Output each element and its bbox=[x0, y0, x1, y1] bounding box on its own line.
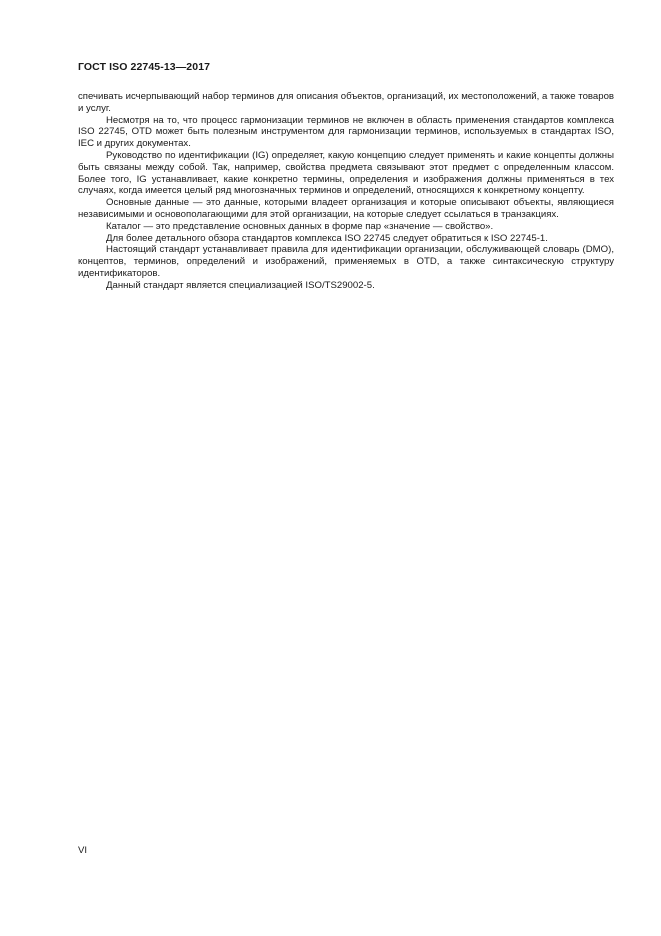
paragraph: Настоящий стандарт устанавливает правила для идентификации организации, обслуживающей словарь (DMO), концептов, терминов, определений и изображений, применяемых в OTD, а также синтаксическую структуру идентификаторов. bbox=[78, 244, 614, 279]
paragraph: Руководство по идентификации (IG) определяет, какую концепцию следует применять и какие концепты должны быть связаны между собой. Так, например, свойства предмета связывают этот предмет с определенным классом. Более того, IG устанавливает, какие конкретно термины, определения и изображения должны применяться в тех случаях, когда имеется целый ряд многозначных терминов и определений, относящихся к конкретному концепту. bbox=[78, 149, 614, 197]
document-body bbox=[78, 91, 614, 292]
paragraph: Несмотря на то, что процесс гармонизации терминов не включен в область применения стандартов комплекса ISO 22745, OTD может быть полезным инструментом для гармонизации терминов, используемых в стандартах ISO, IEC и других документах. bbox=[78, 114, 614, 150]
paragraph: Для более детального обзора стандартов комплекса ISO 22745 следует обратиться к ISO 22745-1. bbox=[106, 232, 548, 244]
paragraph: спечивать исчерпывающий набор терминов для описания объектов, организаций, их местоположений, а также товаров и услуг. bbox=[78, 91, 614, 114]
document-header: ГОСТ ISO 22745-13—2017 bbox=[78, 61, 211, 73]
paragraph: Каталог — это представление основных данных в форме пар «значение — свойство». bbox=[106, 220, 494, 232]
paragraph: Основные данные — это данные, которыми владеет организация и которые описывают объекты, являющиеся независимыми и основополагающими для этой организации, на которые следует ссылаться в транзакциях. bbox=[78, 197, 614, 220]
page-number: VI bbox=[78, 845, 88, 856]
paragraph: Данный стандарт является специализацией ISO/TS29002-5. bbox=[106, 279, 375, 291]
